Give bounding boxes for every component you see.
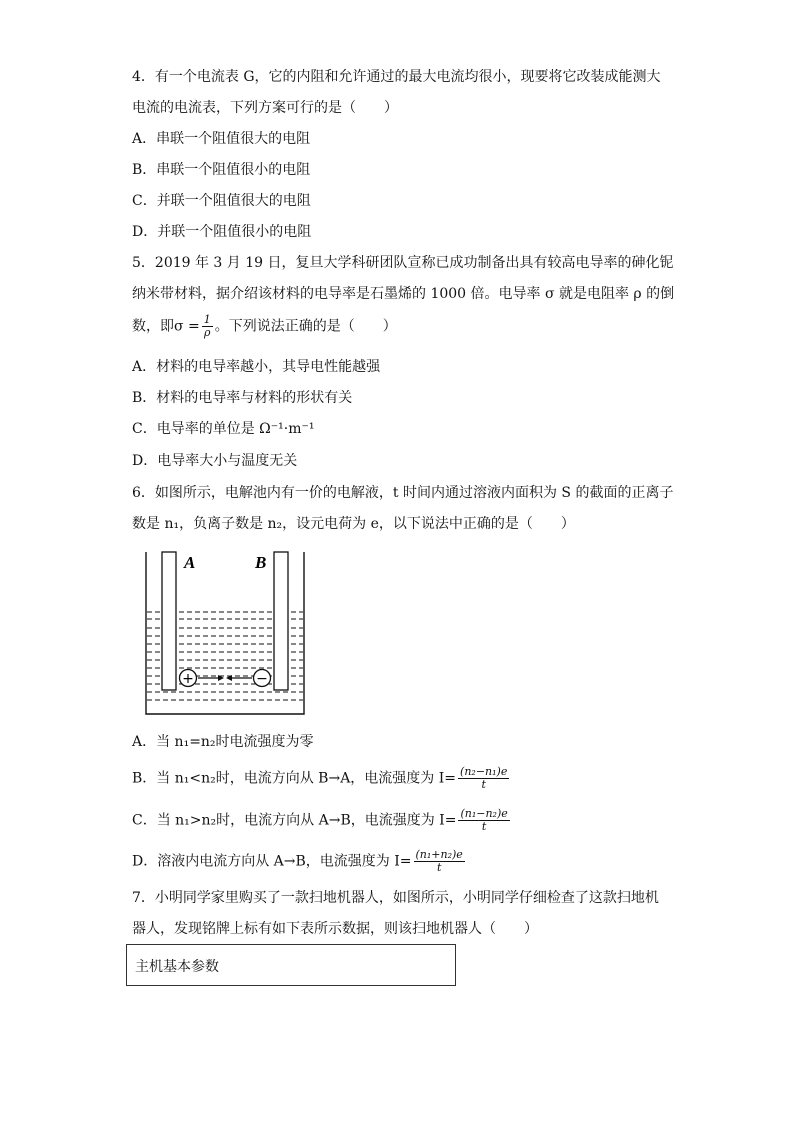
spec-table-header: 主机基本参数 bbox=[135, 959, 219, 975]
q5-line3-pre: 数，即σ = bbox=[132, 318, 200, 335]
q5-option-a: A．材料的电导率越小，其导电性能越强 bbox=[132, 359, 381, 375]
positive-ion-sign: + bbox=[182, 671, 194, 687]
q5-line3-post: 。下列说法正确的是（ ） bbox=[214, 318, 397, 335]
q4-option-b: B．串联一个阻值很小的电阻 bbox=[132, 162, 311, 178]
q6-option-d bbox=[132, 849, 467, 874]
q4-option-c: C．并联一个阻值很大的电阻 bbox=[132, 193, 311, 209]
q7-stem-line1: 7．小明同学家里购买了一款扫地机器人，如图所示，小明同学仔细检查了这款扫地机 bbox=[132, 890, 659, 906]
q6-option-b-fraction bbox=[458, 766, 509, 791]
q5-fraction-den: ρ bbox=[204, 326, 211, 339]
q5-stem-line3 bbox=[132, 314, 397, 339]
q5-stem-line1: 5．2019 年 3 月 19 日，复旦大学科研团队宣称已成功制备出具有较高电导率的砷化铌 bbox=[132, 255, 674, 271]
q6-option-c bbox=[132, 808, 512, 833]
electrode-b-label: B bbox=[255, 553, 267, 572]
q6-option-d-den: t bbox=[436, 861, 442, 874]
q6-option-b-den: t bbox=[481, 778, 486, 791]
q6-option-a: A．当 n₁=n₂时电流强度为零 bbox=[132, 734, 314, 750]
electrode-a-label: A bbox=[184, 553, 196, 572]
q6-stem-line1: 6．如图所示，电解池内有一价的电解液，t 时间内通过溶液内面积为 S 的截面的正离子 bbox=[132, 485, 674, 501]
q5-option-b: B．材料的电导率与材料的形状有关 bbox=[132, 390, 353, 406]
q5-option-d: D．电导率大小与温度无关 bbox=[132, 453, 298, 469]
q7-stem-line2: 器人，发现铭牌上标有如下表所示数据，则该扫地机器人（ ） bbox=[132, 921, 538, 937]
electrode-b bbox=[274, 552, 288, 690]
q6-option-d-text: D．溶液内电流方向从 A→B，电流强度为 I= bbox=[132, 853, 412, 870]
spec-table bbox=[126, 944, 456, 986]
q6-option-c-num: (n₁−n₂)e bbox=[460, 807, 508, 820]
q6-option-c-fraction bbox=[458, 808, 509, 833]
q4-option-d: D．并联一个阻值很小的电阻 bbox=[132, 224, 312, 240]
q5-fraction-num: 1 bbox=[203, 313, 211, 326]
q6-option-c-text: C．当 n₁>n₂时，电流方向从 A→B，电流强度为 I= bbox=[132, 812, 457, 829]
q6-option-b-text: B．当 n₁<n₂时，电流方向从 B→A，电流强度为 I= bbox=[132, 770, 457, 787]
q4-stem-line2: 电流的电流表，下列方案可行的是（ ） bbox=[132, 100, 398, 116]
q5-option-c: C．电导率的单位是 Ω⁻¹·m⁻¹ bbox=[132, 421, 315, 437]
q6-option-d-num: (n₁+n₂)e bbox=[415, 848, 463, 861]
q6-option-c-den: t bbox=[481, 820, 487, 833]
q5-stem-line2: 纳米带材料，据介绍该材料的电导率是石墨烯的 1000 倍。电导率 σ 就是电阻率 ρ 的倒 bbox=[132, 286, 675, 302]
negative-ion-sign: − bbox=[256, 671, 268, 687]
q6-option-d-fraction bbox=[414, 849, 465, 874]
q6-option-b bbox=[132, 766, 511, 791]
q4-stem-line1: 4．有一个电流表 G，它的内阻和允许通过的最大电流均很小，现要将它改装成能测大 bbox=[132, 69, 661, 85]
electrode-a bbox=[162, 552, 176, 690]
electrolytic-cell-figure bbox=[140, 548, 310, 718]
q4-option-a: A．串联一个阻值很大的电阻 bbox=[132, 131, 311, 147]
q6-stem-line2: 数是 n₁，负离子数是 n₂，设元电荷为 e，以下说法中正确的是（ ） bbox=[132, 516, 575, 532]
q6-option-b-num: (n₂−n₁)e bbox=[460, 765, 508, 778]
q5-fraction bbox=[202, 314, 213, 339]
